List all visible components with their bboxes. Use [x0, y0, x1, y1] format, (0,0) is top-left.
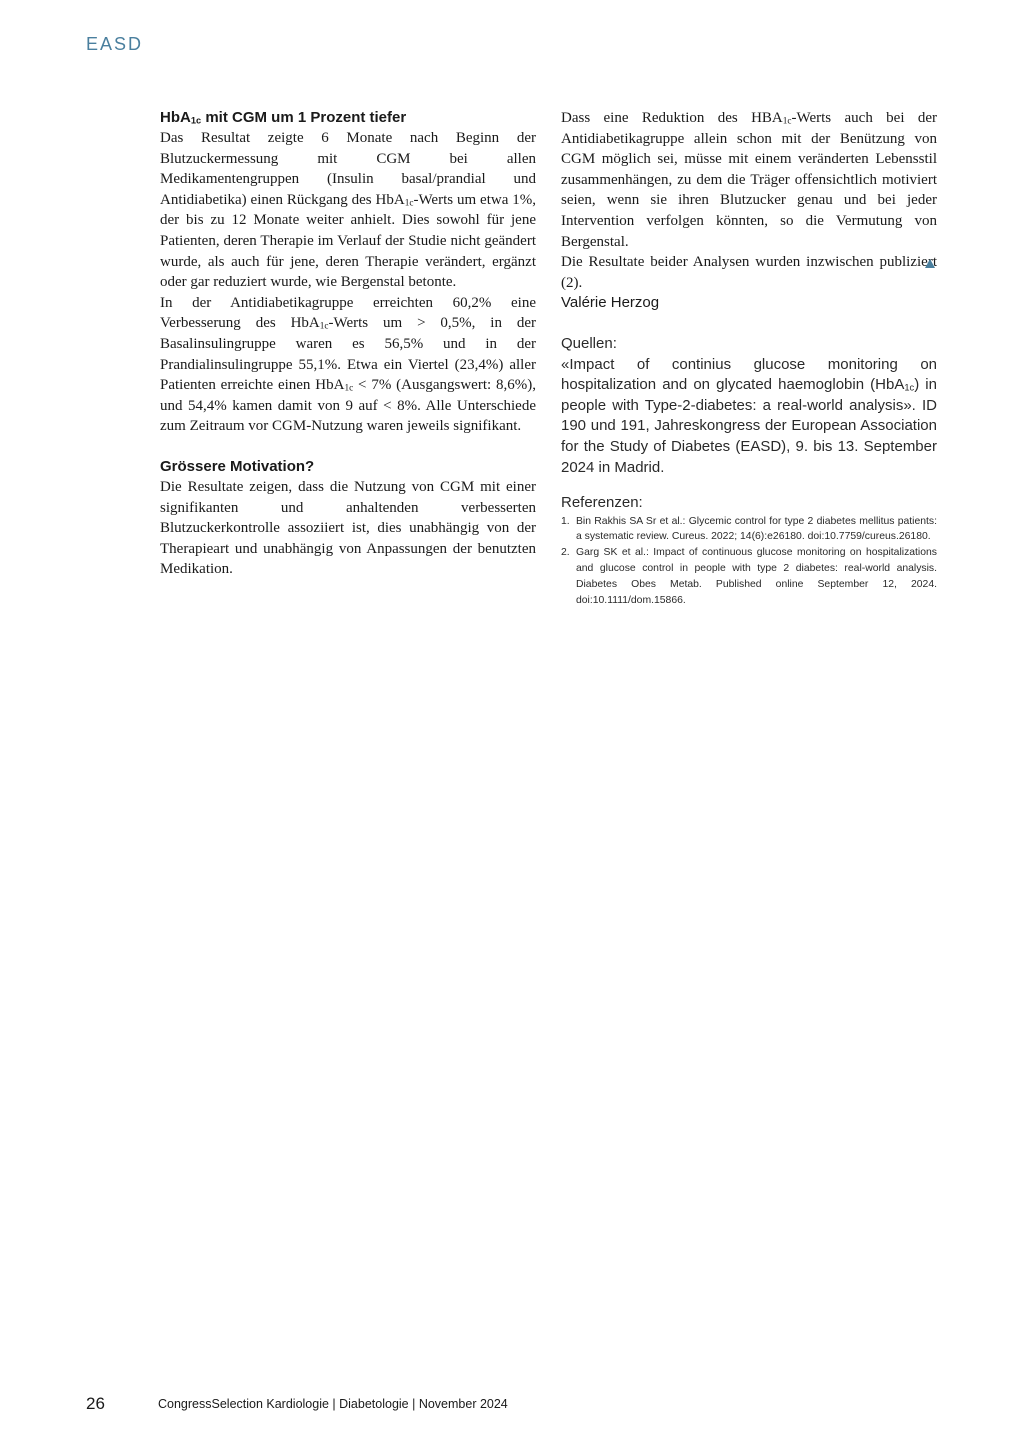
sources-block	[561, 334, 937, 478]
right-column	[561, 108, 937, 608]
paragraph-published: Die Resultate beider Analysen wurden inzwischen publiziert (2).	[561, 254, 937, 291]
paragraph-lifestyle: Dass eine Reduktion des $HBA_{1c}$-Werts auch bei der Antidiabetikagruppe allein schon mit der Benützung von CGM möglich sei, müsse mit einem veränderten Lebensstil zusammenhängen, zu dem die Träger offensichtlich motiviert seien, wenn sie ihren Blutzucker genau und bei jeder Intervention verfolgen könnten, so die Vermutung von Bergenstal.	[561, 110, 938, 250]
paragraph-conclusion: Die Resultate zeigen, dass die Nutzung von CGM mit einer signifikanten und anhaltenden verbesserten Blutzuckerkontrolle assoziiert ist, dies unabhängig von der Therapieart und unabhängig von Anpassungen der benutzten Medikation.	[160, 478, 536, 578]
sources-label: Quellen:	[561, 334, 617, 352]
reference-item: 1. Bin Rakhis SA Sr et al.: Glycemic control for type 2 diabetes mellitus patients: a systematic review. Cureus. 2022; 14(6):e26180. doi:10.7759/cureus.26180.	[561, 515, 937, 543]
heading-motivation: Grössere Motivation?	[160, 457, 315, 475]
left-column	[160, 108, 536, 580]
author-name: Valérie Herzog	[561, 294, 660, 312]
end-of-article-icon	[925, 259, 935, 268]
paragraph-result: Das Resultat zeigte 6 Monate nach Beginn der Blutzuckermessung mit CGM bei allen Medikamentengruppen (Insulin basal/prandial und Antidiabetika) einen Rückgang des HbA$_{1c}$-Werts um etwa 1%, der bis zu 12 Monate weiter anhielt. Dies sowohl für jene Patienten, deren Therapie im Verlauf der Studie nicht geändert wurde, als auch für jene, deren Therapie verändert, ergänzt oder gar reduziert wurde, wie Bergenstal betonte.	[160, 130, 536, 291]
publication-info: CongressSelection Kardiologie | Diabetologie | November 2024	[158, 1397, 508, 1411]
section-tag: EASD	[86, 34, 144, 54]
paragraph-groups: In der Antidiabetikagruppe erreichten 60,2% eine Verbesserung des HbA$_{1c}$-Werts um > 0,5%, in der Basalinsulingruppe waren es 56,5% und in der Prandialinsulingruppe 55,1%. Etwa ein Viertel (23,4%) aller Patienten erreichte einen HbA$_{1c}$ < 7% (Ausgangswert: 8,6%), und 54,4% kamen damit von 9 auf < 8%. Alle Unterschiede zum Zeitraum vor CGM-Nutzung waren jeweils signifikant.	[160, 294, 537, 435]
sources-text: «Impact of continius glucose monitoring on hospitalization and on glycated haemoglobin (HbA$_{1c}$) in people with Type-2-diabetes: a real-world analysis». ID 190 und 191, Jahreskongress der European Association for the Study of Diabetes (EASD), 9. bis 13. September 2024 in Madrid.	[561, 355, 937, 476]
heading-hba1c: HbA$_{1c}$ mit CGM um 1 Prozent tiefer	[160, 109, 407, 126]
page-number: 26	[86, 1394, 105, 1413]
reference-item: 2. Garg SK et al.: Impact of continuous glucose monitoring on hospitalizations and glucose control in people with type 2 diabetes: real-world analysis. Diabetes Obes Metab. Published online September 12, 2024. doi:10.1111/dom.15866.	[561, 547, 937, 606]
references-block	[561, 493, 937, 608]
references-label: Referenzen:	[561, 494, 643, 512]
